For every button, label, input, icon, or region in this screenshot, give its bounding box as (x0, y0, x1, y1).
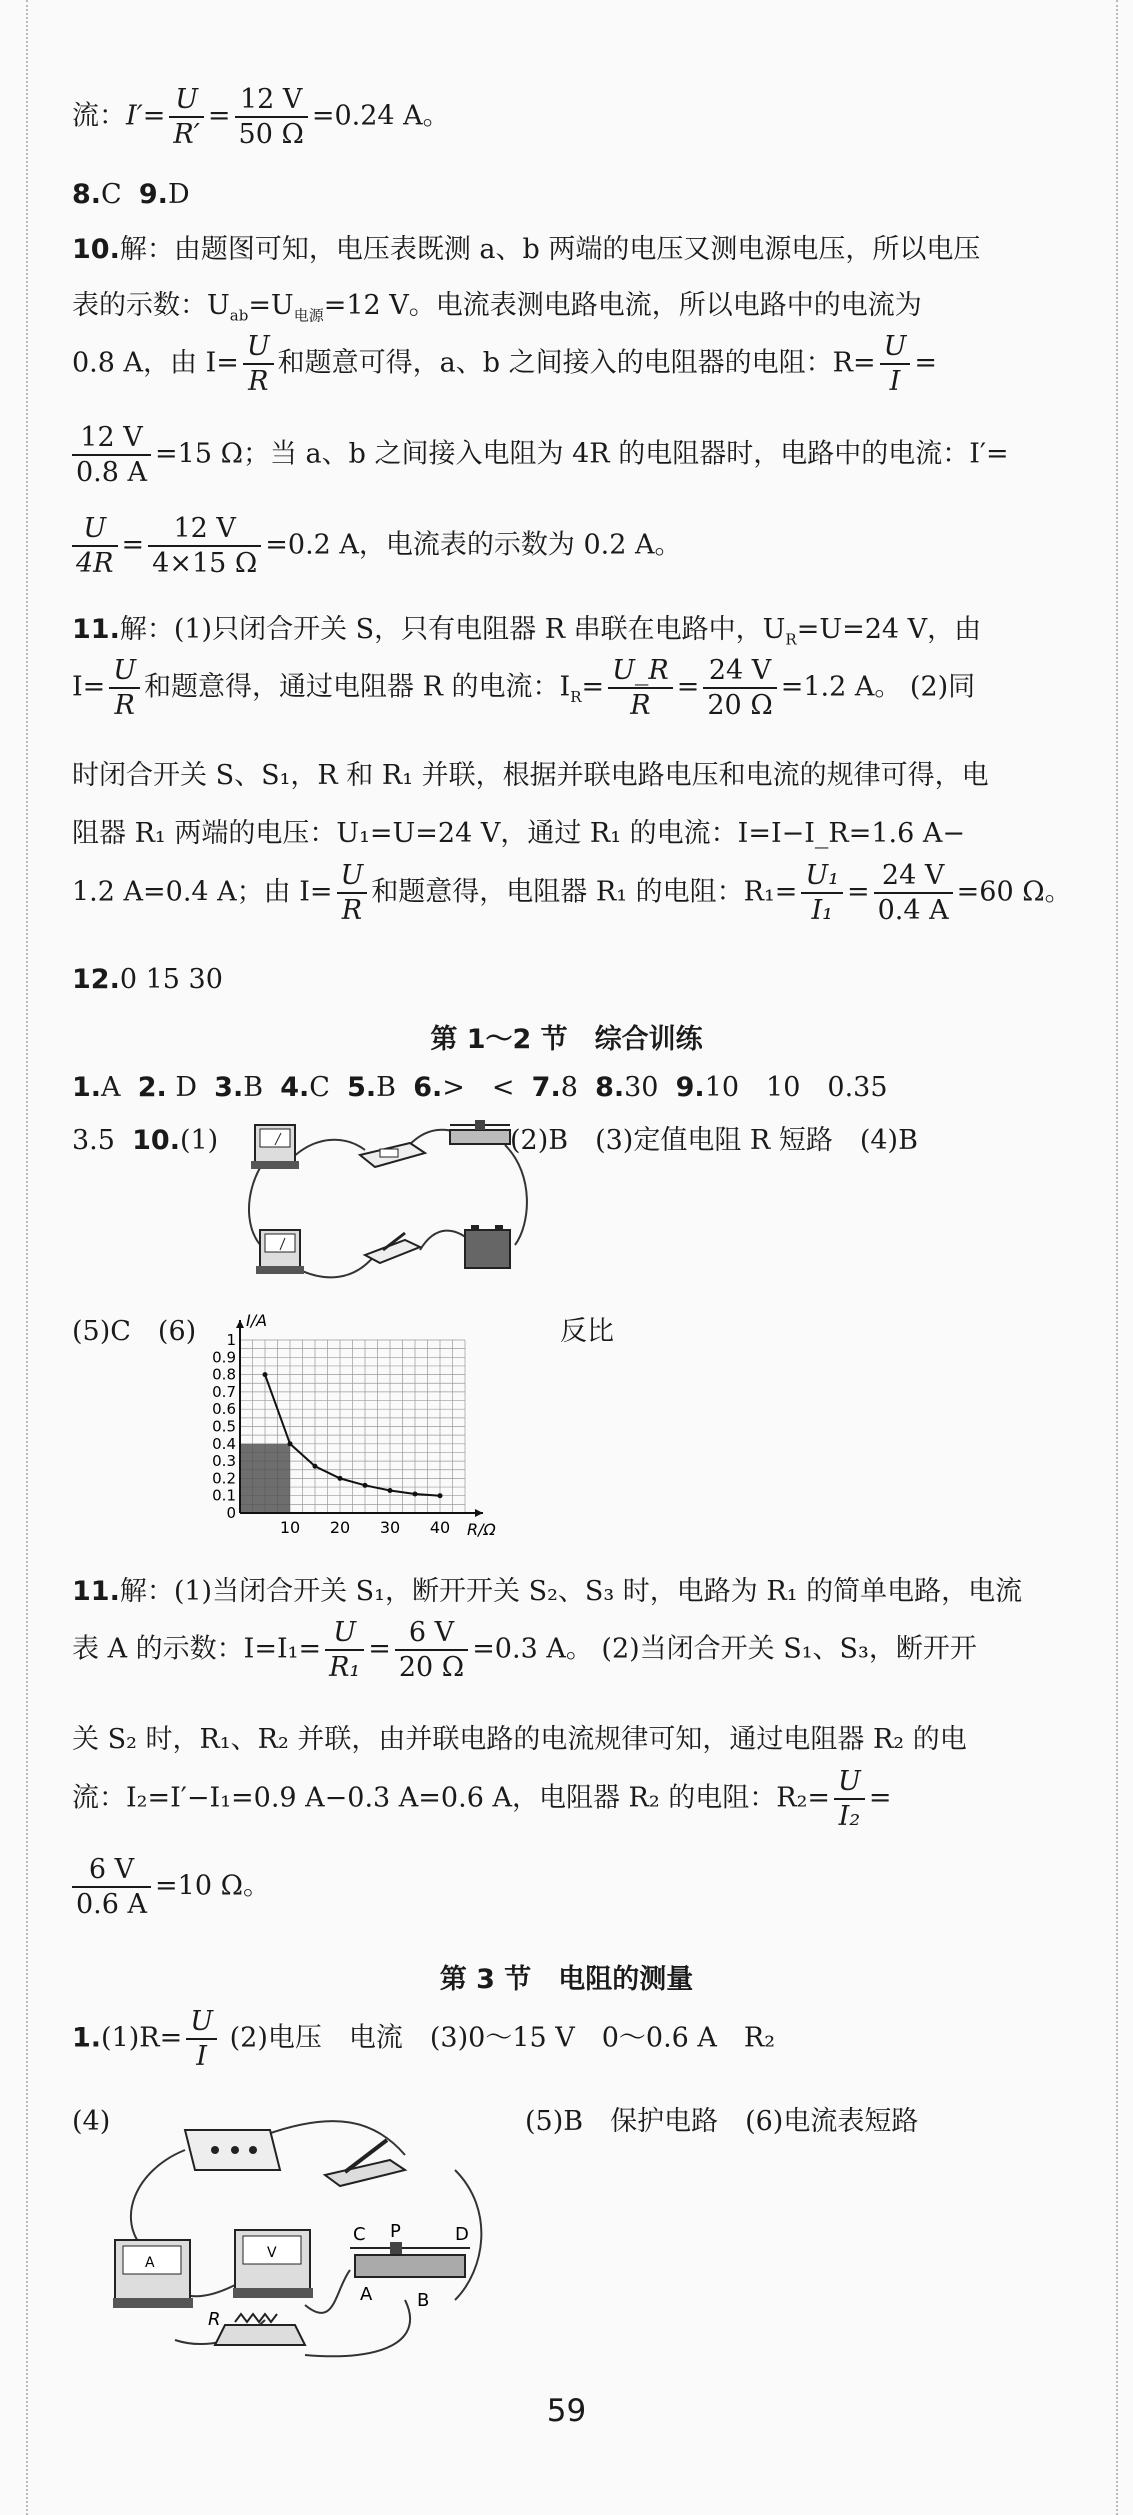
text: 1.2 A=0.4 A；由 I= (72, 876, 333, 908)
question-number: 10. (132, 1125, 180, 1156)
fraction (325, 1619, 364, 1681)
y-tick-label: 0.1 (212, 1486, 236, 1505)
x-tick-label: 10 (279, 1518, 301, 1537)
y-tick-label: 1 (226, 1331, 236, 1349)
text: =10 Ω。 (155, 1870, 270, 1902)
text: = (914, 347, 937, 379)
resistor-device (208, 2309, 305, 2345)
x-axis-arrow (475, 1509, 483, 1517)
answer: 8 (560, 1072, 578, 1103)
voltmeter-device (256, 1230, 304, 1274)
question-number: 1. (72, 1072, 102, 1103)
rheostat-device (450, 1120, 510, 1144)
y-tick-label: 0.2 (212, 1469, 236, 1488)
numerator: 12 V (235, 86, 308, 118)
fraction (703, 657, 776, 719)
fraction (608, 657, 673, 719)
text: 0 15 30 (119, 964, 223, 995)
numerator: U (186, 2008, 217, 2040)
y-axis-arrow (236, 1320, 244, 1328)
terminal-b-label: B (417, 2290, 430, 2311)
section1-q11-line-3 (72, 1726, 967, 1753)
answer: C (309, 1072, 330, 1103)
numerator: 6 V (395, 1619, 468, 1651)
text: =12 V。电流表测电路电流，所以电路中的电流为 (323, 290, 922, 321)
numerator: 12 V (148, 515, 261, 547)
answer: 10 10 0.35 (704, 1072, 888, 1103)
q10-line-1 (72, 236, 980, 263)
fraction (72, 1856, 151, 1918)
right-dotted-margin (1116, 0, 1120, 2515)
numerator: U (325, 1619, 364, 1651)
section2-q1-line-2b (525, 2108, 918, 2135)
circuit-photo-1 (235, 1115, 535, 1290)
answer: D (167, 179, 190, 210)
answer: A (101, 1072, 121, 1103)
numerator: U_R (608, 657, 673, 689)
text: = (868, 1782, 892, 1814)
text: 阻器 R₁ 两端的电压：U₁=U=24 V，通过 R₁ 的电流：I=I−I_R=1.6 A− (72, 818, 965, 849)
denominator: I₂ (838, 1801, 861, 1832)
denominator: 0.6 A (76, 1889, 148, 1920)
y-tick-label: 0.3 (212, 1452, 236, 1471)
text: 表 A 的示数：I=I₁= (72, 1633, 322, 1665)
section1-q11-line-5 (72, 1856, 270, 1918)
numerator: U (337, 862, 368, 894)
answer-line-1 (72, 86, 450, 148)
q11-line-3 (72, 762, 989, 789)
section1-q11-line-2 (72, 1619, 977, 1681)
denominator: I (889, 366, 901, 397)
denominator: R (630, 690, 651, 721)
text: =15 Ω；当 a、b 之间接入电阻为 4R 的电阻器时，电路中的电流：I′= (155, 438, 1009, 470)
text: (5)C (6) (72, 1316, 197, 1347)
answer: 30 (624, 1072, 659, 1103)
text: I= (72, 671, 106, 703)
var-i-prime: I′ (126, 100, 143, 132)
shaded-area (240, 1444, 290, 1513)
fraction (186, 2008, 217, 2070)
text: 关 S₂ 时，R₁、R₂ 并联，由并联电路的电流规律可知，通过电阻器 R₂ 的电 (72, 1724, 967, 1755)
numerator: U (109, 657, 140, 689)
page-number: 59 (546, 2393, 587, 2429)
equals: = (368, 1633, 391, 1665)
question-number: 1. (72, 2022, 102, 2054)
denominator: R (248, 366, 269, 397)
question-number: 5. (347, 1072, 377, 1103)
fraction (72, 515, 118, 577)
denominator: R (114, 690, 135, 721)
q10-line-4 (72, 424, 1009, 486)
fraction (880, 333, 911, 395)
power-supply-device (185, 2130, 280, 2170)
text: 时闭合开关 S、S₁，R 和 R₁ 并联，根据并联电路电压和电流的规律可得，电 (72, 760, 989, 791)
battery-device (465, 1225, 510, 1268)
question-number: 11. (72, 1576, 120, 1607)
denominator: R (341, 895, 363, 926)
fraction (72, 424, 151, 486)
data-point (313, 1464, 318, 1469)
section1-q11-line-1 (72, 1578, 1022, 1605)
text: =1.2 A。 (2)同 (780, 671, 976, 703)
denominator: 4R (76, 548, 114, 579)
equals: = (676, 671, 700, 703)
terminal-p-label: P (390, 2221, 401, 2242)
question-number: 3. (214, 1072, 244, 1103)
answer: B (243, 1072, 264, 1103)
q10-line-3 (72, 333, 937, 395)
fraction (109, 657, 140, 719)
text: (1) (179, 1125, 219, 1156)
data-point (438, 1493, 443, 1498)
y-tick-label: 0.8 (212, 1365, 236, 1384)
q10-line-5 (72, 515, 682, 577)
question-number: 12. (72, 964, 120, 995)
equals: = (142, 100, 166, 132)
section-title-1: 第 1～2 节 综合训练 (430, 1024, 703, 1055)
numerator: 24 V (703, 657, 776, 689)
text: 和题意得，电阻器 R₁ 的电阻：R₁= (371, 876, 798, 908)
fraction (337, 862, 368, 924)
text: 解：(1)只闭合开关 S，只有电阻器 R 串联在电路中，U (119, 614, 786, 645)
question-number: 4. (280, 1072, 310, 1103)
text: (1)R= (101, 2022, 183, 2054)
ammeter-label: A (145, 2255, 155, 2271)
y-tick-label: 0.5 (212, 1417, 236, 1436)
x-tick-label: 40 (429, 1518, 451, 1537)
fraction (243, 333, 274, 395)
y-tick-label: 0.4 (212, 1434, 236, 1453)
y-axis-label: I/A (246, 1311, 268, 1330)
section1-answers-row-2b (510, 1127, 918, 1154)
fraction (874, 862, 953, 924)
numerator: U (243, 333, 274, 365)
section1-answers-row-3 (72, 1318, 196, 1345)
answer: > < (442, 1072, 515, 1103)
section1-q11-line-4 (72, 1768, 891, 1830)
question-number: 11. (72, 614, 120, 645)
question-number: 2. (137, 1072, 167, 1103)
denominator: I₁ (811, 895, 833, 926)
x-axis-label: R/Ω (467, 1520, 496, 1539)
x-tick-label: 20 (329, 1518, 351, 1537)
result: =0.24 A。 (311, 100, 450, 132)
question-number: 9. (138, 179, 168, 210)
denominator: 20 Ω (707, 690, 773, 721)
data-point (363, 1483, 368, 1488)
section-title-2: 第 3 节 电阻的测量 (439, 1964, 694, 1995)
question-number: 8. (72, 179, 102, 210)
circuit-photo-2 (105, 2100, 495, 2365)
voltmeter-label: V (267, 2245, 277, 2261)
denominator: 4×15 Ω (152, 548, 258, 579)
numerator: U (72, 515, 118, 547)
text: 解：(1)当闭合开关 S₁，断开开关 S₂、S₃ 时，电路为 R₁ 的简单电路，电流 (119, 1576, 1023, 1607)
ammeter-device (251, 1125, 299, 1169)
section1-answers-row-2 (72, 1127, 218, 1154)
left-dotted-margin (26, 0, 30, 2515)
fraction (834, 1768, 865, 1830)
equals: = (207, 100, 231, 132)
fraction (801, 862, 843, 924)
text: =0.3 A。 (2)当闭合开关 S₁、S₃，断开开 (472, 1633, 977, 1665)
fraction (148, 515, 261, 577)
x-tick-label: 30 (379, 1518, 401, 1537)
text: =U (248, 290, 294, 321)
question-number: 6. (413, 1072, 443, 1103)
text: 和题意得，通过电阻器 R 的电流：I (144, 671, 571, 703)
q11-line-4 (72, 820, 965, 847)
section1-answers-row-1 (72, 1074, 888, 1101)
data-point (388, 1488, 393, 1493)
y-tick-label: 0.6 (212, 1400, 236, 1419)
switch-device (325, 2140, 405, 2186)
resistor-r-label: R (208, 2309, 221, 2330)
section1-answers-row-3b (560, 1318, 614, 1345)
question-number: 9. (675, 1072, 705, 1103)
text: 表的示数：U (72, 290, 230, 321)
answer-line-8-9 (72, 181, 190, 208)
denominator: R′ (173, 119, 200, 150)
subscript: R (570, 687, 582, 706)
text: 3.5 (72, 1125, 115, 1156)
terminal-d-label: D (455, 2224, 469, 2245)
denominator: 20 Ω (398, 1652, 465, 1683)
q10-line-2 (72, 292, 922, 323)
equals: = (847, 876, 870, 908)
text: 0.8 A，由 I= (72, 347, 239, 379)
subscript: 电源 (293, 306, 324, 325)
data-point (263, 1372, 268, 1377)
subscript: R (785, 630, 797, 649)
ammeter-device (113, 2240, 193, 2308)
current-resistance-chart (195, 1305, 540, 1550)
numerator: 12 V (72, 424, 151, 456)
denominator: 0.4 A (877, 895, 949, 926)
numerator: 6 V (72, 1856, 151, 1888)
text: 反比 (560, 1316, 614, 1347)
denominator: I (196, 2041, 207, 2072)
text: =0.2 A，电流表的示数为 0.2 A。 (265, 529, 682, 561)
text: (4) (72, 2106, 111, 2137)
rheostat-device (350, 2221, 470, 2311)
fixed-resistor-device (360, 1143, 425, 1167)
data-point (288, 1441, 293, 1446)
text: (5)B 保护电路 (6)电流表短路 (525, 2106, 919, 2137)
fraction (395, 1619, 468, 1681)
terminal-c-label: C (353, 2224, 366, 2245)
fraction-u-over-r (169, 86, 203, 148)
q11-line-2 (72, 657, 975, 719)
denominator: 0.8 A (76, 457, 148, 488)
numerator: U₁ (801, 862, 843, 894)
text: 解：由题图可知，电压表既测 a、b 两端的电压又测电源电压，所以电压 (119, 234, 981, 265)
voltmeter-device (233, 2230, 313, 2298)
text: 流：I₂=I′−I₁=0.9 A−0.3 A=0.6 A，电阻器 R₂ 的电阻：R₂= (72, 1782, 831, 1814)
denominator: R₁ (329, 1652, 361, 1683)
text: =60 Ω。 (956, 876, 1072, 908)
q11-line-1 (72, 616, 981, 647)
fraction-values (235, 86, 308, 148)
text: (2)电压 电流 (3)0～15 V 0～0.6 A R₂ (229, 2022, 776, 2054)
answer: C (101, 179, 122, 210)
text: 流： (72, 100, 126, 132)
data-point (338, 1476, 343, 1481)
question-number: 10. (72, 234, 120, 265)
q12-line (72, 966, 223, 993)
section2-q1-line-1 (72, 2008, 775, 2070)
subscript: ab (229, 306, 249, 325)
text: =U=24 V，由 (796, 614, 982, 645)
numerator: U (880, 333, 911, 365)
numerator: 24 V (874, 862, 953, 894)
text: (2)B (3)定值电阻 R 短路 (4)B (510, 1125, 918, 1156)
answer: D (166, 1072, 197, 1103)
denominator: 50 Ω (238, 119, 304, 150)
answer: B (376, 1072, 397, 1103)
data-point (413, 1491, 418, 1496)
q11-line-5 (72, 862, 1072, 924)
equals: = (121, 529, 145, 561)
switch-device (365, 1233, 420, 1263)
terminal-a-label: A (360, 2284, 373, 2305)
numerator: U (169, 86, 203, 118)
y-tick-label: 0.7 (212, 1382, 236, 1401)
y-tick-label: 0.9 (212, 1348, 236, 1367)
numerator: U (834, 1768, 865, 1800)
y-tick-label: 0 (226, 1504, 236, 1522)
question-number: 8. (595, 1072, 625, 1103)
question-number: 7. (531, 1072, 561, 1103)
text: 和题意可得，a、b 之间接入的电阻器的电阻：R= (277, 347, 876, 379)
equals: = (581, 671, 605, 703)
